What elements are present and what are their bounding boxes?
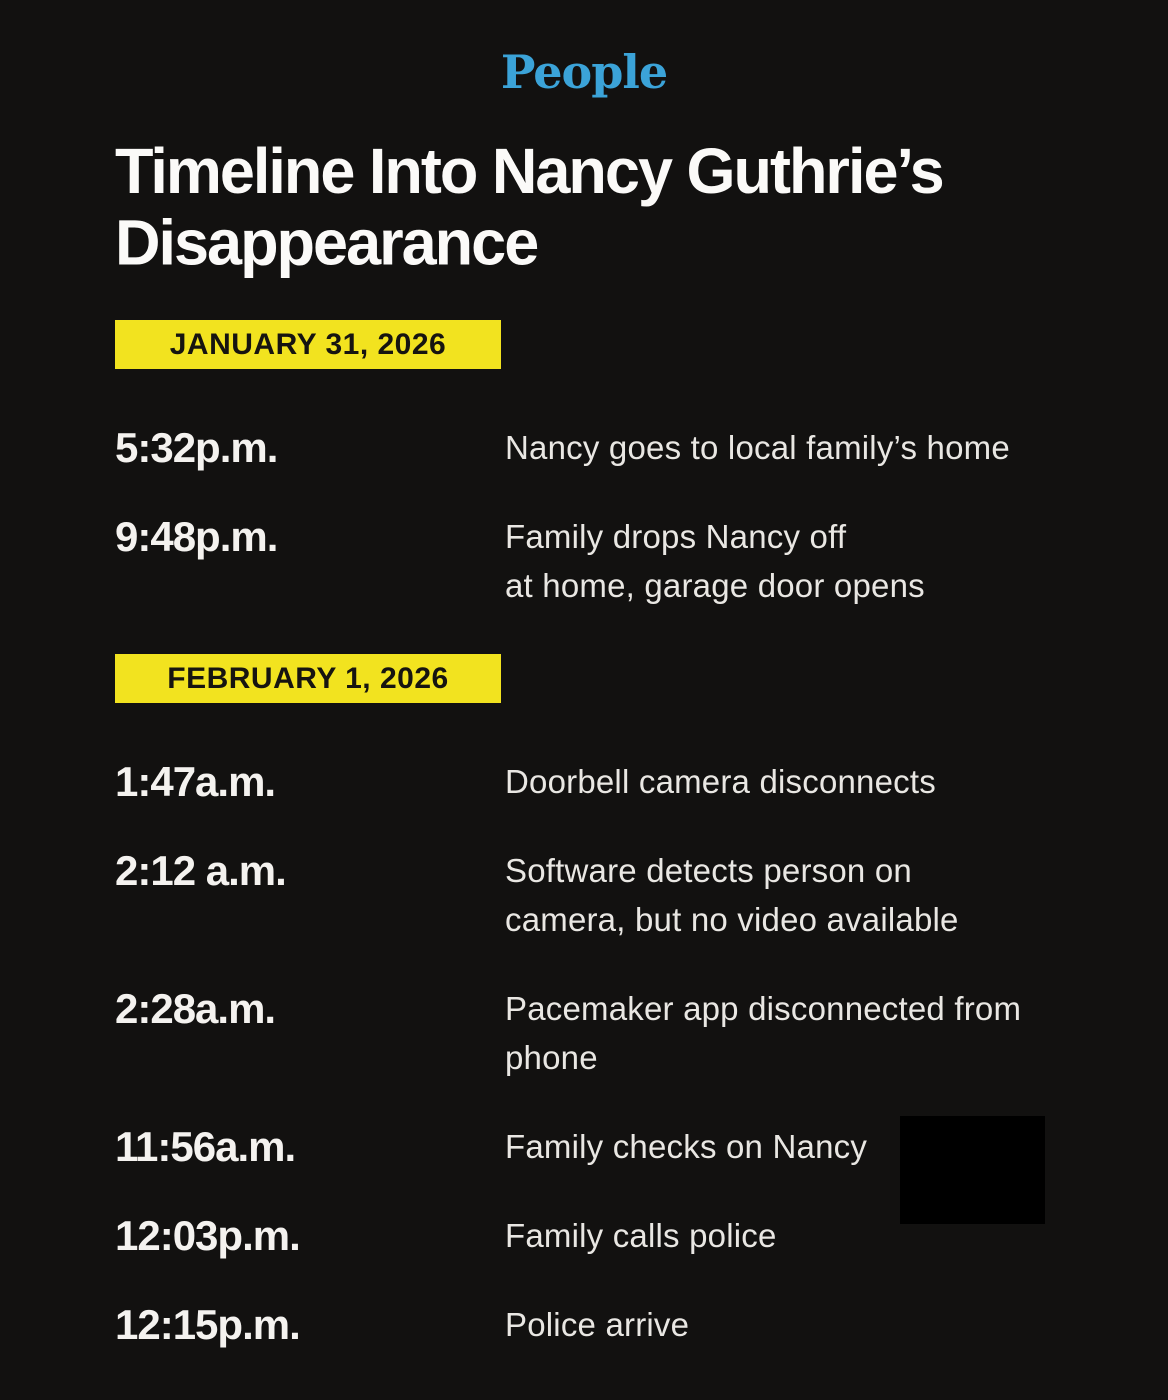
event-description-line: Doorbell camera disconnects xyxy=(505,763,936,800)
event-description xyxy=(505,1300,1070,1349)
event-description-line: phone xyxy=(505,1039,598,1076)
event-time: 11:56a.m. xyxy=(115,1123,296,1170)
event-time: 12:03p.m. xyxy=(115,1212,300,1259)
event-time: 12:15p.m. xyxy=(115,1301,300,1348)
event-description xyxy=(505,757,1070,806)
event-description-line: Police arrive xyxy=(505,1306,690,1343)
timeline-event xyxy=(115,423,1075,472)
page-title-line1: Timeline Into Nancy Guthrie’s xyxy=(115,136,943,208)
event-time: 5:32p.m. xyxy=(115,424,278,471)
date-badge: JANUARY 31, 2026 xyxy=(115,320,501,369)
event-description xyxy=(505,423,1070,472)
event-description-line: Family checks on Nancy xyxy=(505,1128,868,1165)
redaction-box xyxy=(900,1116,1045,1224)
timeline-event xyxy=(115,757,1075,806)
event-description xyxy=(505,846,1070,944)
timeline-event xyxy=(115,846,1075,944)
event-description-line: camera, but no video available xyxy=(505,901,959,938)
event-description-line: Software detects person on xyxy=(505,852,912,889)
people-logo: People xyxy=(500,45,668,99)
event-description-line: Family drops Nancy off xyxy=(505,518,847,555)
event-time: 9:48p.m. xyxy=(115,513,278,560)
event-time: 2:28a.m. xyxy=(115,985,276,1032)
timeline-event xyxy=(115,512,1075,610)
timeline-infographic xyxy=(0,45,1168,1400)
event-description-line: at home, garage door opens xyxy=(505,567,925,604)
event-time: 1:47a.m. xyxy=(115,758,276,805)
timeline-event xyxy=(115,1300,1075,1349)
event-time: 2:12 a.m. xyxy=(115,847,286,894)
event-description xyxy=(505,512,1070,610)
event-description xyxy=(505,984,1070,1082)
timeline-event xyxy=(115,984,1075,1082)
event-description-line: Family calls police xyxy=(505,1217,777,1254)
event-description-line: Pacemaker app disconnected from xyxy=(505,990,1022,1027)
date-badge: FEBRUARY 1, 2026 xyxy=(115,654,501,703)
page-title-line2: Disappearance xyxy=(115,207,538,279)
page-title xyxy=(115,136,1168,279)
event-description-line: Nancy goes to local family’s home xyxy=(505,429,1010,466)
